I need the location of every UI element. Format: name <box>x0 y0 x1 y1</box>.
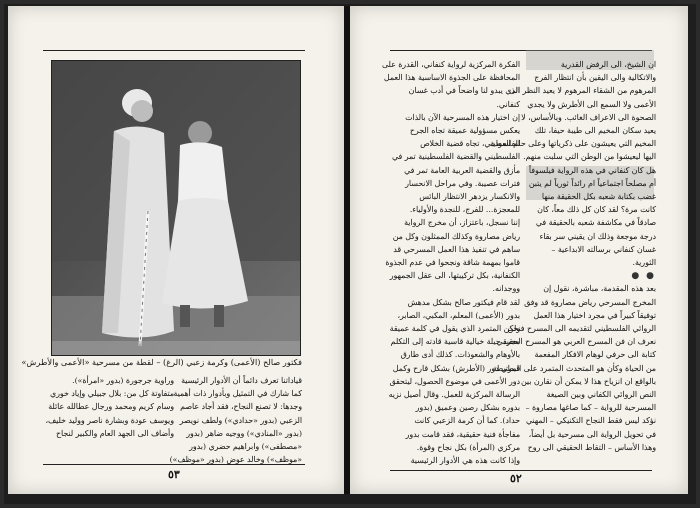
text-line: الروائي الفلسطيني لتقديمه الى المسرح فنحن <box>507 324 656 334</box>
text-line: هل كان كنفاني في هذه الرواية فيلسوفاً <box>528 165 656 175</box>
text-line: مفاجأة فنية حقيقية، فقد قامت بدور <box>405 429 520 439</box>
text-line: كانت مرة؟ لقد كان كل ذلك معاً، كان <box>537 205 656 215</box>
text-line: أم مصلحاً اجتماعياً ام رائداً ثورياً لم يتبن <box>528 178 656 188</box>
text-line: ويوسف عودة وبشارة ناصر ووليد خليف، <box>45 415 174 425</box>
text-line: المخيم التي يعيشون على ذكرياتها وعلى حلم العودة <box>490 139 656 149</box>
text-line: الصحوة الى الاعراف الغائب. وبالأساس، لا <box>521 112 656 122</box>
text-line: المحافظة على الجذوة الاساسية هذا العمل <box>383 73 520 83</box>
text-line: الفلسطيني، تجاه قضية الخلاص <box>420 139 520 149</box>
text-line: كما شارك في التمثيل وبأدوار ذات أهمية <box>173 389 302 399</box>
top-rule <box>43 50 305 51</box>
text-line: ساهم في تنفيذ هذا العمل المسرحي قد <box>393 244 520 254</box>
text-line: حداد). كما أن كرمة الزعبي كانت <box>414 416 520 426</box>
text-line: فترات عصيبة. وفي مراحل الانحسار <box>405 178 520 188</box>
text-line: ان الشيخ، الى الرفض القدرية <box>560 60 656 69</box>
text-line: بدور (الأعمى) المعلم، المكبي، الصابر، <box>397 310 520 320</box>
text-line: الثورية. <box>632 258 656 268</box>
text-line: غسان كنفاني برسالته الابداعية – <box>551 244 656 254</box>
text-line: والاتكالية والى اليقين بأن انتظار الفرج <box>534 73 656 83</box>
text-line: نؤكد ليس فقط النجاح التكنيكي – المهني <box>525 416 656 426</box>
text-line: دور الأعمى في موضوع الحصول، ليتحقق <box>389 376 520 386</box>
text-line: الأعمى ولا السمع الى الأطرش ولا يجدي <box>527 99 656 109</box>
text-line: توفيقاً كبيراً في مجرد اختيار هذا العمل <box>533 310 656 320</box>
text-line: «موظف») وخالد عوض (بدور «موظف») <box>169 455 302 465</box>
text-line: وإذا كانت هذه هي الأدوار الرئيسية <box>410 456 520 466</box>
text-line: متفاوتة كل من: بلال جبيلي وإياد خوري <box>50 389 174 399</box>
text-line: في تحويل الرواية الى مسرحية بل أيضاً، <box>528 429 656 439</box>
text-line: وأضاف الى الجهد العام والكبير لنجاح <box>55 428 174 438</box>
left-page-column-1 <box>169 374 302 466</box>
text-line: الرسالة المركزية للعمل. وقال أصيل نزيه <box>388 390 520 400</box>
left-page-column-2 <box>45 374 174 440</box>
text-line: النص الروائي الكفاني وبين الصيغة <box>546 390 656 400</box>
text-line: مجرد حيلة خيالية قاسية قادته إلى التكلم <box>390 337 520 347</box>
text-line: والانكسار يزدهر الانتظار البائس <box>419 192 520 202</box>
text-line: قياداتنا تعرف دائماً أن الأدوار الرئيسية <box>181 376 302 385</box>
text-line: يعيد سكان المخيم الى طيبة حيفا، تلك <box>534 126 656 136</box>
text-line: «مصطفى») وابراهيم حضري (بدور <box>189 442 302 452</box>
text-line: صادقاً في مكاشفة شعبه بالحقيقة في <box>535 218 656 228</box>
text-line: بالأوهام والشعوذات. كذلك أدى طارق <box>400 350 520 360</box>
page-number: ٥٢ <box>510 472 522 485</box>
text-line: الزعبي (بدور «حدادي») ولطف نويصر <box>179 415 302 425</box>
stage-photo-image <box>52 61 300 355</box>
left-page <box>8 6 344 494</box>
text-line: وجدها: لا تصنع النجاح، فقد أجاد عاصم <box>180 402 302 412</box>
text-line: يعكس مسؤولية عميقة تجاه الجرح <box>409 126 520 136</box>
bottom-rule <box>43 464 305 465</box>
page-number: ٥٣ <box>168 468 180 481</box>
text-line: إننا نسجل، باعتزاز، أن مخرج الرواية <box>404 218 520 228</box>
stage-photo <box>51 60 301 356</box>
right-page-column-2 <box>382 58 520 467</box>
text-line: المخرج المسرحي رياض مصاروة قد وفق <box>524 297 656 307</box>
text-line: بدوره بشكل رصين وعميق (بدور <box>415 403 520 413</box>
text-line: كنفاني. <box>496 99 520 109</box>
text-line: درجة موجعة وذلك ان يقيني سر بقاء <box>539 231 656 241</box>
text-line: بعد هذه المقدمة، مباشرة، نقول إن <box>543 284 656 294</box>
text-line: لقد قام فيكتور صالح بشكل مدهش <box>407 297 520 307</box>
text-line: كتابة الى حرفي لوهام الافكار المفعمة <box>534 350 656 360</box>
ornament: ● ● <box>631 271 656 282</box>
text-line: نعرف ان فن المسرح العربي هو المسرح الحقيقي <box>496 337 656 347</box>
text-line: إن اختيار هذه المسرحية الآن بالذات <box>405 112 520 122</box>
text-line: الذي يبدو لنا واضحاً في أدب غسان <box>408 86 520 96</box>
text-line: المرهوم من الشقاء المرهوم لا يعيد النظر الى <box>508 86 656 96</box>
text-line: (بدور «المنادي») ووجيه ضاهر (بدور <box>186 428 302 438</box>
text-line: وراوية جرجورة (بدور «امرأة»). <box>72 376 174 385</box>
text-line: غضب بكتابة شعبه بكل الحقيقة منها <box>541 192 656 202</box>
text-line: وسام كريم ومحمد ورجال عطالله عائلة <box>48 402 174 412</box>
text-line: الكنفانية، بكل تركيبتها، الى عقل الجمهور <box>389 271 520 281</box>
text-line: بالواقع ان انزياح هذا لا يمكن أن نقارن بين <box>521 376 656 386</box>
text-line: رياض مصاروة وكذلك الممثلون وكل من <box>392 231 520 241</box>
text-line: ولكن المتمرد الذي يقول في كلمة عميقة <box>389 324 520 334</box>
photo-caption: فكتور صالح (الأعمى) وكرمة زعبي (الرغ) – لقطة من مسرحية «الأعمى والأطرش» <box>21 357 302 367</box>
text-line: للمعجزة... للفرج، للنجدة والأولياء. <box>409 205 520 215</box>
text-line: قبطي دور (الأطرش) بشكل قارح وكمل <box>392 363 520 373</box>
text-line: قاموا بمهمة شاقة ونجحوا في عدم الجذوة <box>385 258 520 268</box>
text-line: الفلسطيني والقضية الفلسطينية تمر في <box>392 152 520 162</box>
text-line: ووجدانه. <box>492 284 520 294</box>
text-line: المسرحية للرواية – كما صاغها مصاروة – <box>525 403 656 413</box>
text-line: اليها ليعيشوا من الوطن التي سلبت منهم. <box>523 152 656 162</box>
text-line: مركزي (المرأة) بكل نجاح وقوة. <box>416 442 520 452</box>
text-line: من الحياة وكأن هو المتحدث المتمرد على المرتبطة <box>492 363 656 373</box>
bottom-rule <box>390 470 652 471</box>
text-line: مأزق والقضية العربية العامة تمر في <box>404 165 520 175</box>
text-line: وهذا الأساس – التقاط الحقيقي الى روح <box>527 442 656 452</box>
text-line: الفكرة المركزية لرواية كنفاني، القدرة على <box>382 60 520 69</box>
right-page <box>350 6 688 494</box>
